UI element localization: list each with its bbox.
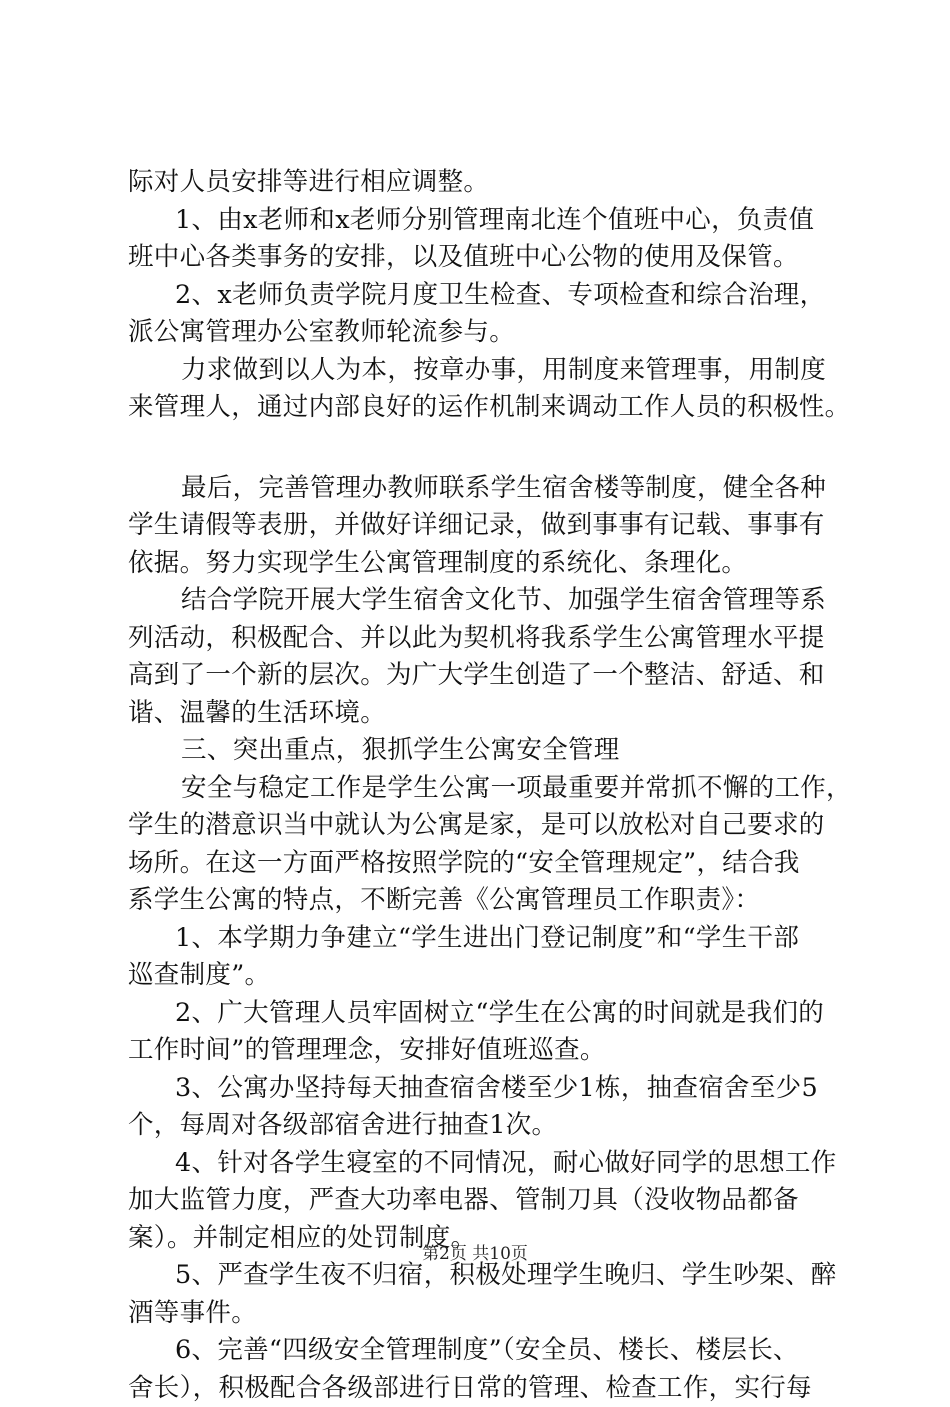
text-line: 4、针对各学生寝室的不同情况，耐心做好同学的思想工作 — [128, 1145, 840, 1183]
text-line: 依据。努力实现学生公寓管理制度的系统化、条理化。 — [128, 545, 840, 583]
text-line: 6、完善“四级安全管理制度”（安全员、楼长、楼层长、 — [128, 1332, 840, 1370]
text-line: 舍长），积极配合各级部进行日常的管理、检查工作，实行每 — [128, 1370, 840, 1407]
text-line: 2、x老师负责学院月度卫生检查、专项检查和综合治理， — [128, 277, 840, 315]
text-line: 学生的潜意识当中就认为公寓是家，是可以放松对自己要求的 — [128, 807, 840, 845]
text-line: 巡查制度”。 — [128, 957, 840, 995]
text-line: 酒等事件。 — [128, 1295, 840, 1333]
text-line: 1、本学期力争建立“学生进出门登记制度”和“学生干部 — [128, 920, 840, 958]
text-line: 个，每周对各级部宿舍进行抽查1次。 — [128, 1107, 840, 1145]
text-line: 列活动，积极配合、并以此为契机将我系学生公寓管理水平提 — [128, 620, 840, 658]
text-line: 学生请假等表册，并做好详细记录，做到事事有记载、事事有 — [128, 507, 840, 545]
text-line: 1、由x老师和x老师分别管理南北连个值班中心，负责值 — [128, 202, 840, 240]
text-line: 派公寓管理办公室教师轮流参与。 — [128, 314, 840, 352]
text-line: 谐、温馨的生活环境。 — [128, 695, 840, 733]
text-line: 3、公寓办坚持每天抽查宿舍楼至少1栋，抽查宿舍至少5 — [128, 1070, 840, 1108]
text-line: 结合学院开展大学生宿舍文化节、加强学生宿舍管理等系 — [128, 582, 840, 620]
paragraph-gap — [128, 427, 840, 470]
text-line: 班中心各类事务的安排，以及值班中心公物的使用及保管。 — [128, 239, 840, 277]
text-line: 系学生公寓的特点，不断完善《公寓管理员工作职责》： — [128, 882, 840, 920]
text-line: 2、广大管理人员牢固树立“学生在公寓的时间就是我们的 — [128, 995, 840, 1033]
text-line: 安全与稳定工作是学生公寓一项最重要并常抓不懈的工作， — [128, 770, 840, 808]
text-line: 5、严查学生夜不归宿，积极处理学生晚归、学生吵架、醉 — [128, 1257, 840, 1295]
page-number-footer: 第2页 共10页 — [0, 1243, 950, 1265]
section-heading: 三、突出重点，狠抓学生公寓安全管理 — [128, 732, 840, 770]
text-line: 最后，完善管理办教师联系学生宿舍楼等制度，健全各种 — [128, 470, 840, 508]
text-line: 来管理人，通过内部良好的运作机制来调动工作人员的积极性。 — [128, 389, 840, 427]
text-line: 场所。在这一方面严格按照学院的“安全管理规定”，结合我 — [128, 845, 840, 883]
text-line: 高到了一个新的层次。为广大学生创造了一个整洁、舒适、和 — [128, 657, 840, 695]
text-line: 案）。并制定相应的处罚制度。 — [128, 1220, 840, 1258]
text-line: 际对人员安排等进行相应调整。 — [128, 164, 840, 202]
text-line: 力求做到以人为本，按章办事，用制度来管理事，用制度 — [128, 352, 840, 390]
document-body — [128, 164, 840, 1407]
text-line: 工作时间”的管理理念，安排好值班巡查。 — [128, 1032, 840, 1070]
text-line: 加大监管力度，严查大功率电器、管制刀具（没收物品都备 — [128, 1182, 840, 1220]
